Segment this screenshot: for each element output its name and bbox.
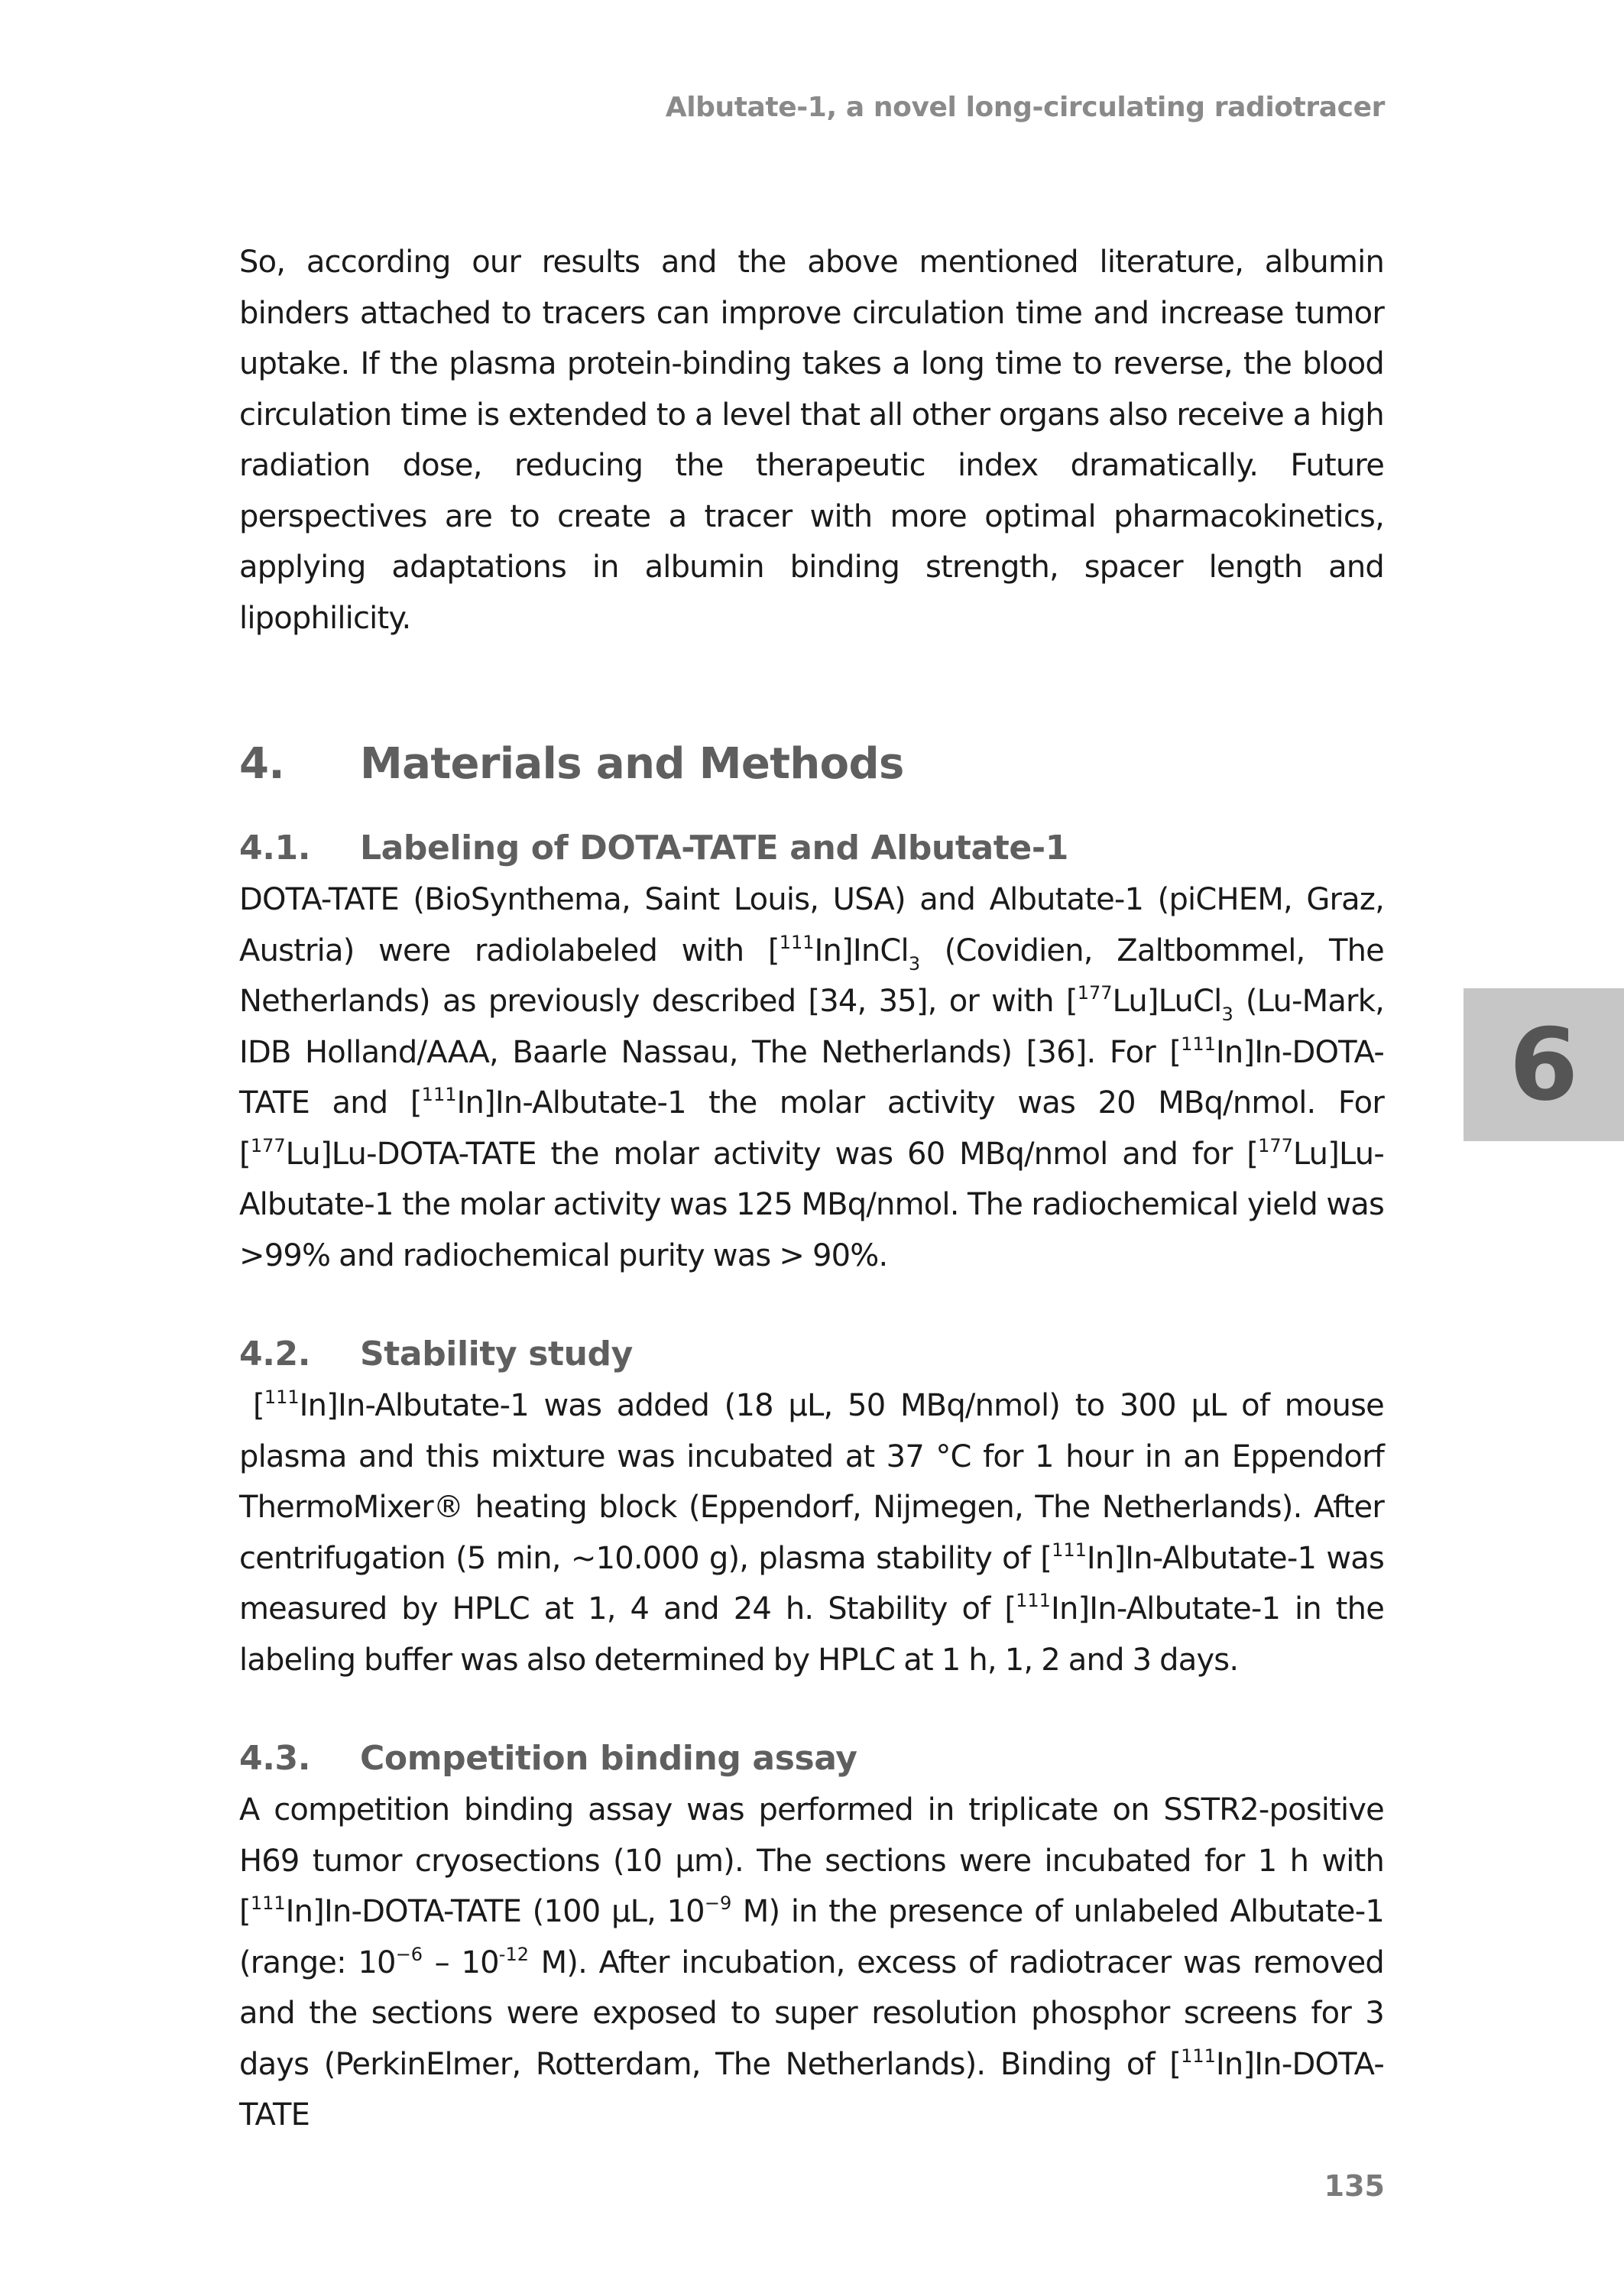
subsection-number: 4.1. (239, 829, 311, 868)
superscript: −6 (395, 1943, 423, 1965)
superscript: 111 (250, 1892, 286, 1914)
text-run: In]In-DOTA-TATE and [ (239, 1034, 1384, 1121)
chapter-number: 6 (1509, 1007, 1579, 1123)
text-run: In]In-Albutate-1 was added (18 µL, 50 MBq/nmol) to 300 µL of mouse plasma and this mixture was incubated at 37 °C for 1 hour in an Eppendorf ThermoMixer® heating block (Eppendorf, Nijmegen, The Netherlands). After centrifugation (5 min, ~10.000 g), plasma stability of [ (239, 1388, 1384, 1576)
text-run: Lu]LuCl (1112, 984, 1222, 1019)
paragraph-competition (239, 1785, 1384, 2141)
text-run: (Lu-Mark, IDB Holland/AAA, Baarle Nassau, The Netherlands) [36]. For [ (239, 984, 1384, 1070)
running-header: Albutate-1, a novel long-circulating radiotracer (665, 92, 1385, 123)
subsection-number: 4.3. (239, 1739, 311, 1778)
subsection-heading-4-3 (239, 1736, 1384, 1782)
superscript: 111 (264, 1387, 300, 1408)
text-run: Lu]Lu-Albutate-1 the molar activity was 125 MBq/nmol. The radiochemical yield was >99% and radiochemical purity was > 90%. (239, 1136, 1384, 1273)
chapter-tab (1464, 988, 1624, 1141)
superscript: -12 (498, 1943, 529, 1965)
section-heading-4 (239, 739, 1384, 789)
subsection-heading-4-2 (239, 1331, 1384, 1377)
superscript: −9 (704, 1892, 732, 1914)
paragraph-labeling (239, 874, 1384, 1281)
text-run: A competition binding assay was performed in triplicate on SSTR2-positive H69 tumor cryosections (10 µm). The sections were incubated for 1 h with [ (239, 1792, 1384, 1929)
subsection-title: Stability study (360, 1335, 633, 1374)
text-run: In]In-DOTA-TATE (100 µL, 10 (285, 1894, 705, 1929)
superscript: 111 (1181, 1033, 1216, 1055)
text-run: In]InCl (814, 932, 909, 968)
page-content (239, 237, 1384, 2141)
section-title: Materials and Methods (360, 739, 904, 789)
text-run: In]In-Albutate-1 was measured by HPLC at 1, 4 and 24 h. Stability of [ (239, 1540, 1384, 1627)
superscript: 177 (250, 1134, 286, 1156)
intro-paragraph: So, according our results and the above mentioned literature, albumin binders attached to tracers can improve circulation time and increase tumor uptake. If the plasma protein-binding takes a long time to reverse, the blood circulation time is extended to a level that all other organs also receive a high radiation dose, reducing the therapeutic index dramatically. Future perspectives are to create a tracer with more optimal pharmacokinetics, applying adaptations in albumin binding strength, spacer length and lipophilicity. (239, 245, 1384, 636)
subsection-title: Labeling of DOTA-TATE and Albutate-1 (360, 829, 1068, 868)
superscript: 111 (779, 931, 815, 953)
superscript: 111 (1181, 2045, 1216, 2067)
superscript: 111 (421, 1084, 457, 1105)
superscript: 111 (1016, 1590, 1051, 1611)
text-run: – 10 (423, 1944, 499, 1980)
subsection-title: Competition binding assay (360, 1739, 857, 1778)
text-run: In]In-Albutate-1 in the labeling buffer was also determined by HPLC at 1 h, 1, 2 and 3 days. (239, 1591, 1385, 1678)
text-run: In]In-Albutate-1 the molar activity was 20 MBq/nmol. For [ (239, 1085, 1384, 1172)
subsection-number: 4.2. (239, 1335, 311, 1374)
text-run: In]In-DOTA-TATE (239, 2046, 1384, 2132)
text-run: (Covidien, Zaltbommel, The Netherlands) as previously described [34, 35], or with [ (239, 932, 1384, 1019)
superscript: 177 (1077, 982, 1113, 1004)
superscript: 177 (1258, 1134, 1293, 1156)
text-run: M) in the presence of unlabeled Albutate-1 (range: 10 (239, 1894, 1384, 1980)
subscript: 3 (908, 952, 921, 975)
text-run: M). After incubation, excess of radiotracer was removed and the sections were exposed to super resolution phosphor screens for 3 days (PerkinElmer, Rotterdam, The Netherlands). Binding of [ (239, 1944, 1384, 2082)
text-run: [ (253, 1388, 264, 1423)
superscript: 111 (1052, 1539, 1087, 1561)
subsection-heading-4-1 (239, 825, 1384, 871)
subscript: 3 (1221, 1004, 1233, 1025)
paragraph-stability (239, 1380, 1384, 1685)
text-run: DOTA-TATE (BioSynthema, Saint Louis, USA) and Albutate-1 (piCHEM, Graz, Austria) were radiolabeled with [ (239, 882, 1384, 968)
section-number: 4. (239, 739, 285, 789)
page-number: 135 (1324, 2169, 1385, 2203)
text-run: Lu]Lu-DOTA-TATE the molar activity was 60 MBq/nmol and for [ (285, 1136, 1259, 1172)
